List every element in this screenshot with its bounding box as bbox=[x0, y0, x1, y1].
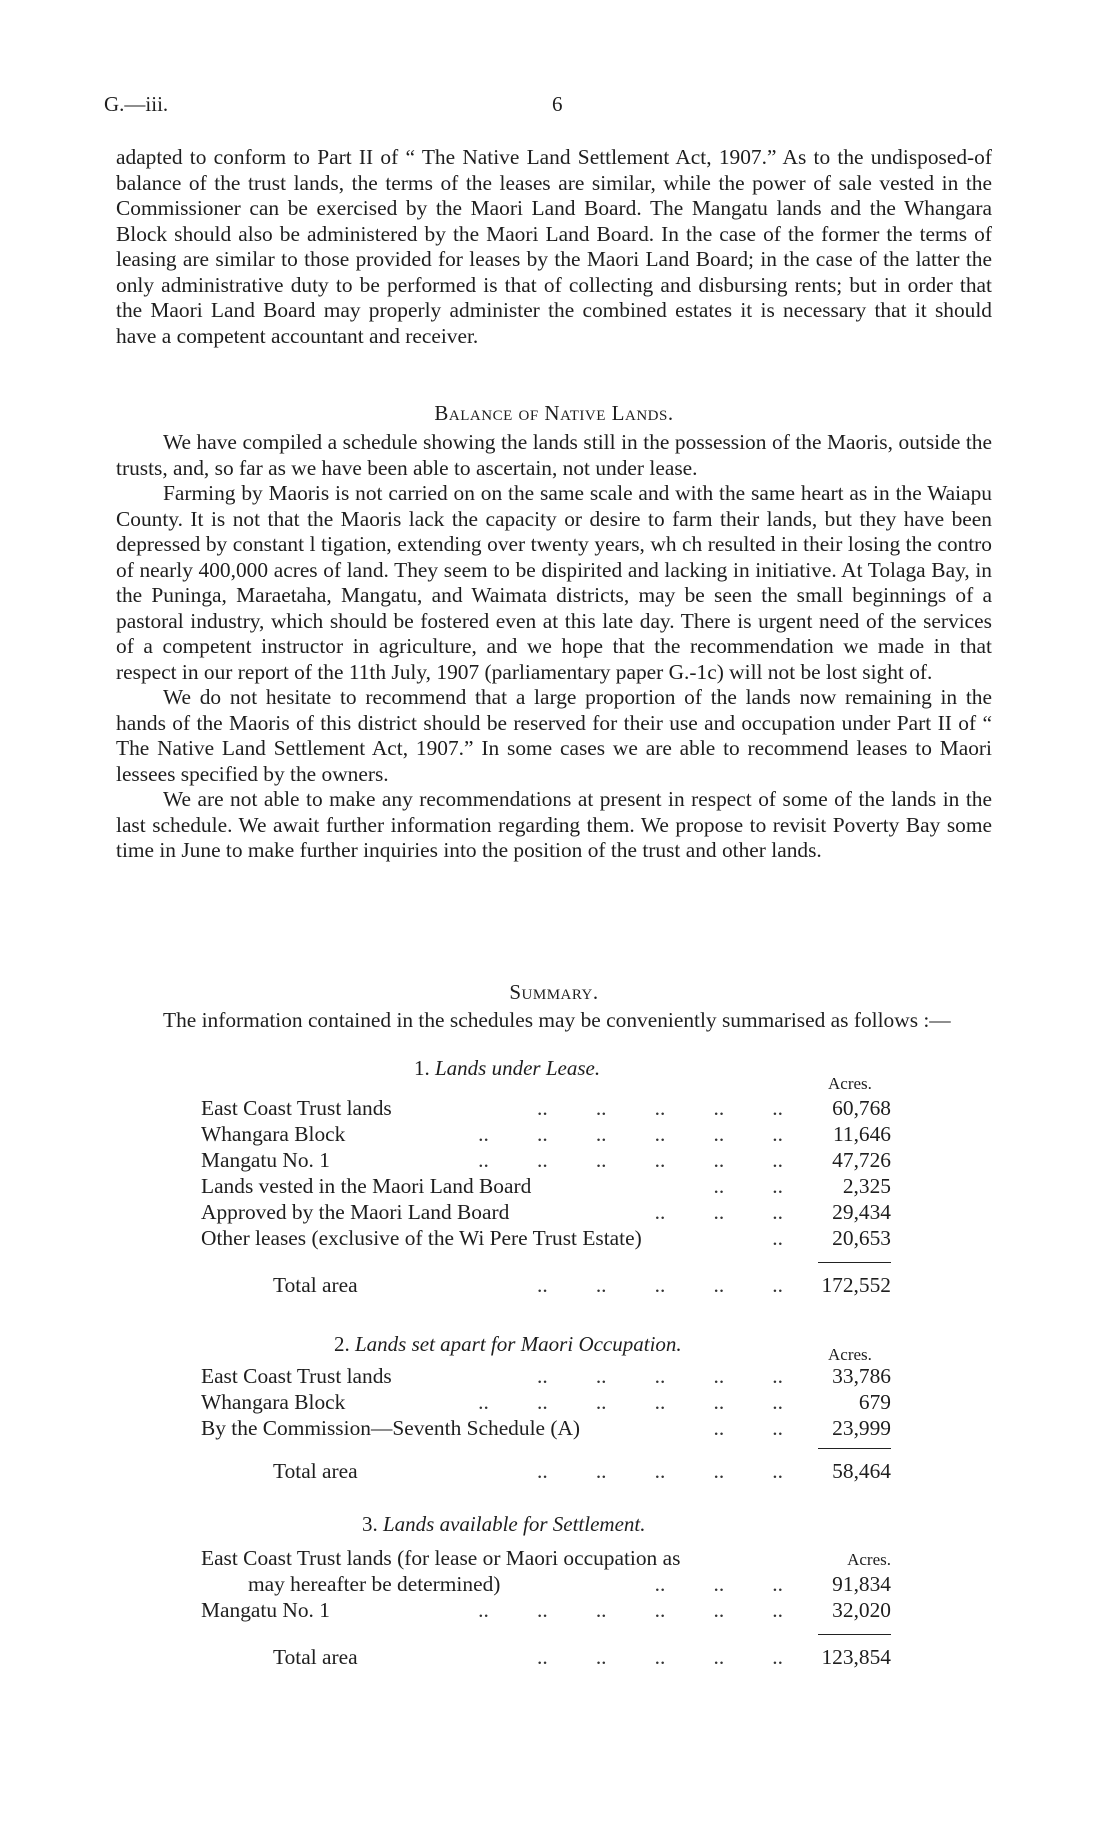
table-row: .. .. By the Commission—Seventh Schedule (A) 23,999 bbox=[201, 1416, 891, 1440]
summary-heading: Summary. bbox=[509, 980, 599, 1004]
row-value: 32,020 bbox=[832, 1598, 891, 1622]
balance-paragraph: We have compiled a schedule showing the lands still in the possession of the Maoris, outside the trusts, and, so far as we have been able to ascertain, not under lease. bbox=[116, 430, 992, 480]
acres-column-header: Acres. bbox=[828, 1345, 872, 1364]
total-rule bbox=[818, 1634, 891, 1635]
table-row: .. .. .. Approved by the Maori Land Board 29,434 bbox=[201, 1200, 891, 1224]
total-row: .. .. .. .. .. Total area 123,854 bbox=[273, 1645, 891, 1669]
balance-paragraphs bbox=[116, 430, 992, 864]
row-value: 29,434 bbox=[832, 1200, 891, 1224]
row-label: Mangatu No. 1 bbox=[201, 1148, 334, 1173]
row-value: 20,653 bbox=[832, 1226, 891, 1250]
total-rule bbox=[818, 1448, 891, 1449]
document-code: G.—iii. bbox=[104, 92, 169, 116]
acres-column-header: Acres. bbox=[847, 1550, 891, 1569]
section-title-text: Lands set apart for Maori Occupation. bbox=[355, 1332, 682, 1356]
total-label: Total area bbox=[273, 1459, 362, 1484]
row-label: East Coast Trust lands bbox=[201, 1096, 396, 1121]
balance-paragraph: We are not able to make any recommendations at present in respect of some of the lands in the last schedule. We await further information regarding them. We propose to revisit Poverty Bay some time in June to make further inquiries into the position of the trust and other lands. bbox=[116, 787, 992, 862]
section-number: 2. bbox=[334, 1332, 350, 1356]
row-value: 2,325 bbox=[842, 1174, 891, 1198]
table-row: .. .. .. .. .. .. Whangara Block 679 bbox=[201, 1390, 891, 1414]
acres-column-header: Acres. bbox=[828, 1074, 872, 1093]
total-row: .. .. .. .. .. Total area 172,552 bbox=[273, 1273, 891, 1297]
row-label: East Coast Trust lands (for lease or Maori occupation as bbox=[201, 1546, 684, 1571]
row-value: 679 bbox=[858, 1390, 891, 1414]
table-row bbox=[201, 1546, 891, 1572]
table-row: .. .. .. .. .. .. Whangara Block 11,646 bbox=[201, 1122, 891, 1146]
section-title-text: Lands available for Settlement. bbox=[383, 1512, 646, 1536]
balance-paragraph: We do not hesitate to recommend that a large proportion of the lands now remaining in the hands of the Maoris of this district should be reserved for their use and occupation under Part II of “ The Native Land Settlement Act, 1907.” In some cases we are able to recommend leases to Maori lessees specified by the owners. bbox=[116, 685, 992, 786]
table-row: .. .. Lands vested in the Maori Land Board 2,325 bbox=[201, 1174, 891, 1198]
summary-intro-block bbox=[116, 1008, 992, 1034]
row-label: Whangara Block bbox=[201, 1122, 349, 1147]
section-2-title bbox=[334, 1332, 682, 1357]
row-label: Approved by the Maori Land Board bbox=[201, 1200, 513, 1225]
page-number: 6 bbox=[552, 92, 563, 116]
table-row: .. Other leases (exclusive of the Wi Pere Trust Estate) 20,653 bbox=[201, 1226, 891, 1250]
row-label: By the Commission—Seventh Schedule (A) bbox=[201, 1416, 584, 1441]
row-label: East Coast Trust lands bbox=[201, 1364, 396, 1389]
row-label: Other leases (exclusive of the Wi Pere Trust Estate) bbox=[201, 1226, 646, 1251]
section-number: 1. bbox=[414, 1056, 430, 1080]
total-rule bbox=[818, 1262, 891, 1263]
table-row: .. .. .. .. .. .. Mangatu No. 1 32,020 bbox=[201, 1598, 891, 1622]
table-row: .. .. .. may hereafter be determined) 91,834 bbox=[248, 1572, 891, 1596]
total-label: Total area bbox=[273, 1273, 362, 1298]
section-1-title bbox=[414, 1056, 600, 1081]
balance-heading: Balance of Native Lands. bbox=[434, 401, 674, 425]
page-header bbox=[104, 92, 1004, 122]
row-label: Whangara Block bbox=[201, 1390, 349, 1415]
balance-paragraph: Farming by Maoris is not carried on on the same scale and with the same heart as in the Waiapu County. It is not that the Maoris lack the capacity or desire to farm their lands, but they have been depressed by constant l tigation, extending over twenty years, wh ch resulted in their losing the contro of nearly 400,000 acres of land. They seem to be dispirited and lacking in initiative. At Tolaga Bay, in the Puninga, Maraetaha, Mangatu, and Waimata districts, may be seen the small beginnings of a pastoral industry, which should be fostered even at this late day. There is urgent need of the services of a competent instructor in agriculture, and we hope that the recommendation we made in that respect in our report of the 11th July, 1907 (parliamentary paper G.-1c) will not be lost sight of. bbox=[116, 481, 992, 684]
intro-paragraph-block bbox=[116, 145, 992, 349]
row-value: 60,768 bbox=[832, 1096, 891, 1120]
table-row: .. .. .. .. .. East Coast Trust lands 60,768 bbox=[201, 1096, 891, 1120]
row-value: 11,646 bbox=[832, 1122, 891, 1146]
row-value: 23,999 bbox=[832, 1416, 891, 1440]
row-value: 91,834 bbox=[832, 1572, 891, 1596]
section-title-text: Lands under Lease. bbox=[435, 1056, 601, 1080]
row-value: 47,726 bbox=[832, 1148, 891, 1172]
table-row: .. .. .. .. .. .. Mangatu No. 1 47,726 bbox=[201, 1148, 891, 1172]
total-label: Total area bbox=[273, 1645, 362, 1670]
row-label: Lands vested in the Maori Land Board bbox=[201, 1174, 535, 1199]
summary-intro: The information contained in the schedules may be conveniently summarised as follows :— bbox=[163, 1008, 951, 1032]
total-value: 58,464 bbox=[832, 1459, 891, 1483]
section-number: 3. bbox=[362, 1512, 378, 1536]
total-value: 172,552 bbox=[821, 1273, 891, 1297]
row-value: 33,786 bbox=[832, 1364, 891, 1388]
total-value: 123,854 bbox=[821, 1645, 891, 1669]
table-row: .. .. .. .. .. East Coast Trust lands 33,786 bbox=[201, 1364, 891, 1388]
intro-paragraph: adapted to conform to Part II of “ The Native Land Settlement Act, 1907.” As to the undisposed-of balance of the trust lands, the terms of the leases are similar, while the power of sale vested in the Commissioner can be exercised by the Maori Land Board. The Mangatu lands and the Whangara Block should also be administered by the Maori Land Board. In the case of the former the terms of leasing are similar to those provided for leases by the Maori Land Board; in the case of the latter the only administrative duty to be performed is that of collecting and disbursing rents; but in order that the Maori Land Board may properly administer the combined estates it is necessary that it should have a competent accountant and receiver. bbox=[116, 145, 992, 348]
row-label: may hereafter be determined) bbox=[248, 1572, 504, 1597]
row-label: Mangatu No. 1 bbox=[201, 1598, 334, 1623]
total-row: .. .. .. .. .. Total area 58,464 bbox=[273, 1459, 891, 1483]
section-3-title bbox=[362, 1512, 645, 1537]
